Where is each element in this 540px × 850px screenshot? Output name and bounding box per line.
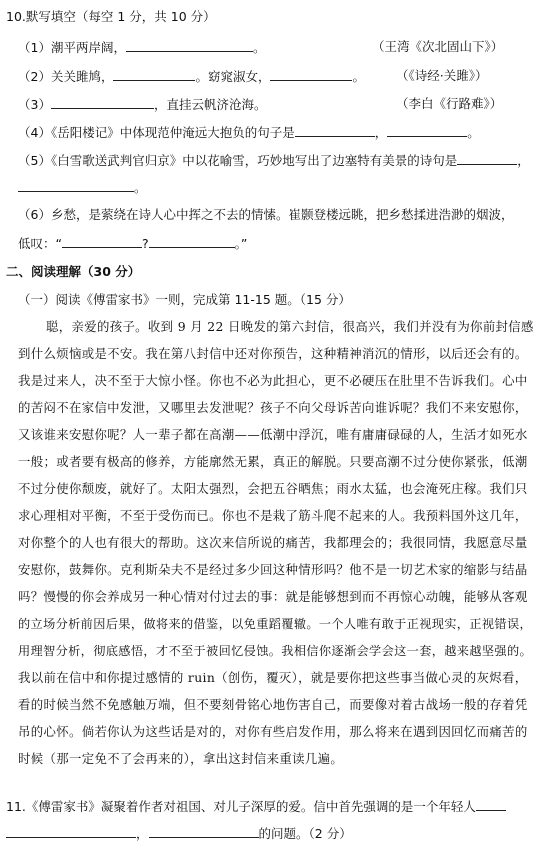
q10-item-6: （6）乡愁，是萦绕在诗人心中挥之不去的情愫。崔颢登楼远眺，把乡愁揉进浩渺的烟波， — [18, 207, 514, 222]
q11-line-2 — [6, 825, 352, 842]
q10-item-4-text: （4）《岳阳楼记》中体现范仲淹远大抱负的句子是 — [18, 125, 295, 140]
q10-item-2-blank-b[interactable] — [270, 68, 352, 81]
letter-line: 吊的心怀。倘若你认为这些话是对的，对你有些启发作用，那么将来在遇到因回忆而痛苦的 — [18, 724, 528, 739]
letter-line: 安慰你，鼓舞你。克利斯朵夫不是经过多少回这种情形吗？他不是一切艺术家的缩影与结晶 — [18, 562, 528, 577]
letter-line: 看的时候当然不免感触万端，但不要刻骨铭心地伤害自己，而要像对着古战场一般的存着凭 — [18, 697, 528, 712]
q10-item-3 — [18, 96, 266, 113]
letter-line: 的立场分析前因后果，做将来的借鉴，以免重蹈覆辙。一个人唯有敢于正视现实，正视错误， — [18, 617, 533, 631]
q10-item-2-blank-a[interactable] — [113, 68, 195, 81]
letter-line: 我以前在信中和你提过感情的 ruin（创伤，覆灭），就是要你把这些事当做心灵的灰烬看， — [18, 670, 528, 685]
q10-item-6-cont — [18, 235, 247, 252]
q10-item-4-mid: ， — [374, 125, 388, 140]
q10-item-6-blank-b[interactable] — [149, 235, 235, 248]
letter-line: 吗？慢慢的你会养成另一种心情对付过去的事：就是能够想到而不再惊心动魄，能够从客观 — [18, 589, 528, 604]
q10-item-6-blank-a[interactable] — [62, 235, 142, 248]
section-2-title: 二、阅读理解（30 分） — [6, 264, 141, 279]
q10-item-1 — [18, 39, 265, 56]
q10-item-2-end: 。 — [352, 69, 365, 84]
letter-line: 对你整个的人也有很大的帮助。这次来信所说的痛苦，我都理会的；我很同情，我愿意尽量 — [18, 535, 528, 550]
q10-item-4 — [18, 124, 480, 141]
q10-item-4-end: 。 — [467, 125, 480, 140]
q11-blank-a[interactable] — [476, 798, 506, 811]
q11-text: 11.《傅雷家书》凝聚着作者对祖国、对儿子深厚的爱。信中首先强调的是一个年轻人 — [6, 799, 476, 814]
q10-item-3-num: （3） — [18, 97, 51, 112]
letter-line: 用理智分析，彻底感悟，才不至于被回忆侵蚀。我相信你逐渐会学会这一套，越来越坚强的。 — [18, 644, 533, 658]
q10-item-5-blank-a[interactable] — [457, 152, 517, 165]
q10-item-3-blank[interactable] — [51, 96, 154, 109]
q10-item-5 — [18, 152, 530, 169]
q10-item-5-text: （5）《白雪歌送武判官归京》中以花喻雪，巧妙地写出了边塞特有美景的诗句是 — [18, 153, 458, 168]
letter-line: 不过分使你颓废，就好了。太阳太强烈，会把五谷晒焦；雨水太猛，也会淹死庄稼。我们只 — [18, 481, 528, 496]
q10-item-6-end: 。” — [234, 236, 248, 251]
q10-item-6-mid: ? — [141, 236, 149, 251]
q10-title: 10.默写填空（每空 1 分，共 10 分） — [6, 9, 216, 24]
q10-item-1-blank[interactable] — [126, 39, 253, 52]
q10-item-2-text: （2）关关雎鸠， — [18, 69, 114, 84]
q11-end: 的问题。（2 分） — [258, 826, 352, 841]
q10-item-3-source: （李白《行路难》） — [396, 96, 503, 111]
section-2-subtitle: （一）阅读《傅雷家书》一则，完成第 11-15 题。（15 分） — [18, 292, 351, 307]
q10-item-6-text: 低叹：“ — [18, 236, 62, 251]
letter-line: 的苦闷不在家信中发泄，又哪里去发泄呢？孩子不向父母诉苦向谁诉呢？我们不来安慰你， — [18, 400, 528, 415]
q10-item-2 — [18, 68, 365, 85]
q10-item-1-source: （王湾《次北固山下》） — [372, 39, 504, 54]
letter-line: 到什么烦恼或是不安。我在第八封信中还对你预告，这种精神消沉的情形，以后还会有的。 — [18, 346, 528, 361]
q11-line-1 — [6, 798, 506, 815]
q10-item-5-cont — [18, 179, 147, 196]
q10-item-2-source — [396, 68, 488, 84]
letter-line: 求心理相对平衡，不至于受伤而已。你也不是栽了筋斗爬不起来的人。我预料国外这几年， — [18, 508, 528, 523]
q10-item-5-blank-b[interactable] — [18, 179, 134, 192]
letter-line: 我是过来人，决不至于大惊小怪。你也不必为此担心，更不必硬压在肚里不告诉我们。心中 — [18, 373, 528, 388]
q10-item-2-source-text: 《诗经·关雎》） — [408, 68, 488, 83]
letter-line: 时候（那一定免不了会再来的），拿出这封信来重读几遍。 — [18, 751, 344, 766]
q10-item-2-mid: 。窈窕淑女， — [195, 69, 271, 84]
q10-item-4-blank-b[interactable] — [387, 124, 467, 137]
q10-item-4-blank-a[interactable] — [295, 124, 375, 137]
q11-blank-c[interactable] — [149, 825, 259, 838]
q10-item-5-mid: ， — [517, 153, 530, 168]
letter-line: 又该谁来安慰你呢？人一辈子都在高潮——低潮中浮沉，唯有庸庸碌碌的人，生活才如死水 — [18, 427, 528, 442]
letter-line: 聪，亲爱的孩子。收到 9 月 22 日晚发的第六封信，很高兴，我们并没有为你前封信感 — [46, 319, 534, 334]
q11-blank-b[interactable] — [6, 825, 136, 838]
q10-item-3-text: ，直挂云帆济沧海。 — [153, 97, 267, 112]
q10-item-1-text: （1）潮平两岸阔， — [18, 40, 126, 55]
q11-mid: ， — [136, 826, 149, 841]
letter-line: 一般；或者要有极高的修养，方能廓然无累，真正的解脱。只要高潮不过分使你紧张，低潮 — [18, 454, 528, 469]
q10-item-5-end: 。 — [134, 180, 147, 195]
q10-item-2-source-open: （ — [396, 68, 409, 83]
q10-item-1-end: 。 — [252, 40, 266, 55]
